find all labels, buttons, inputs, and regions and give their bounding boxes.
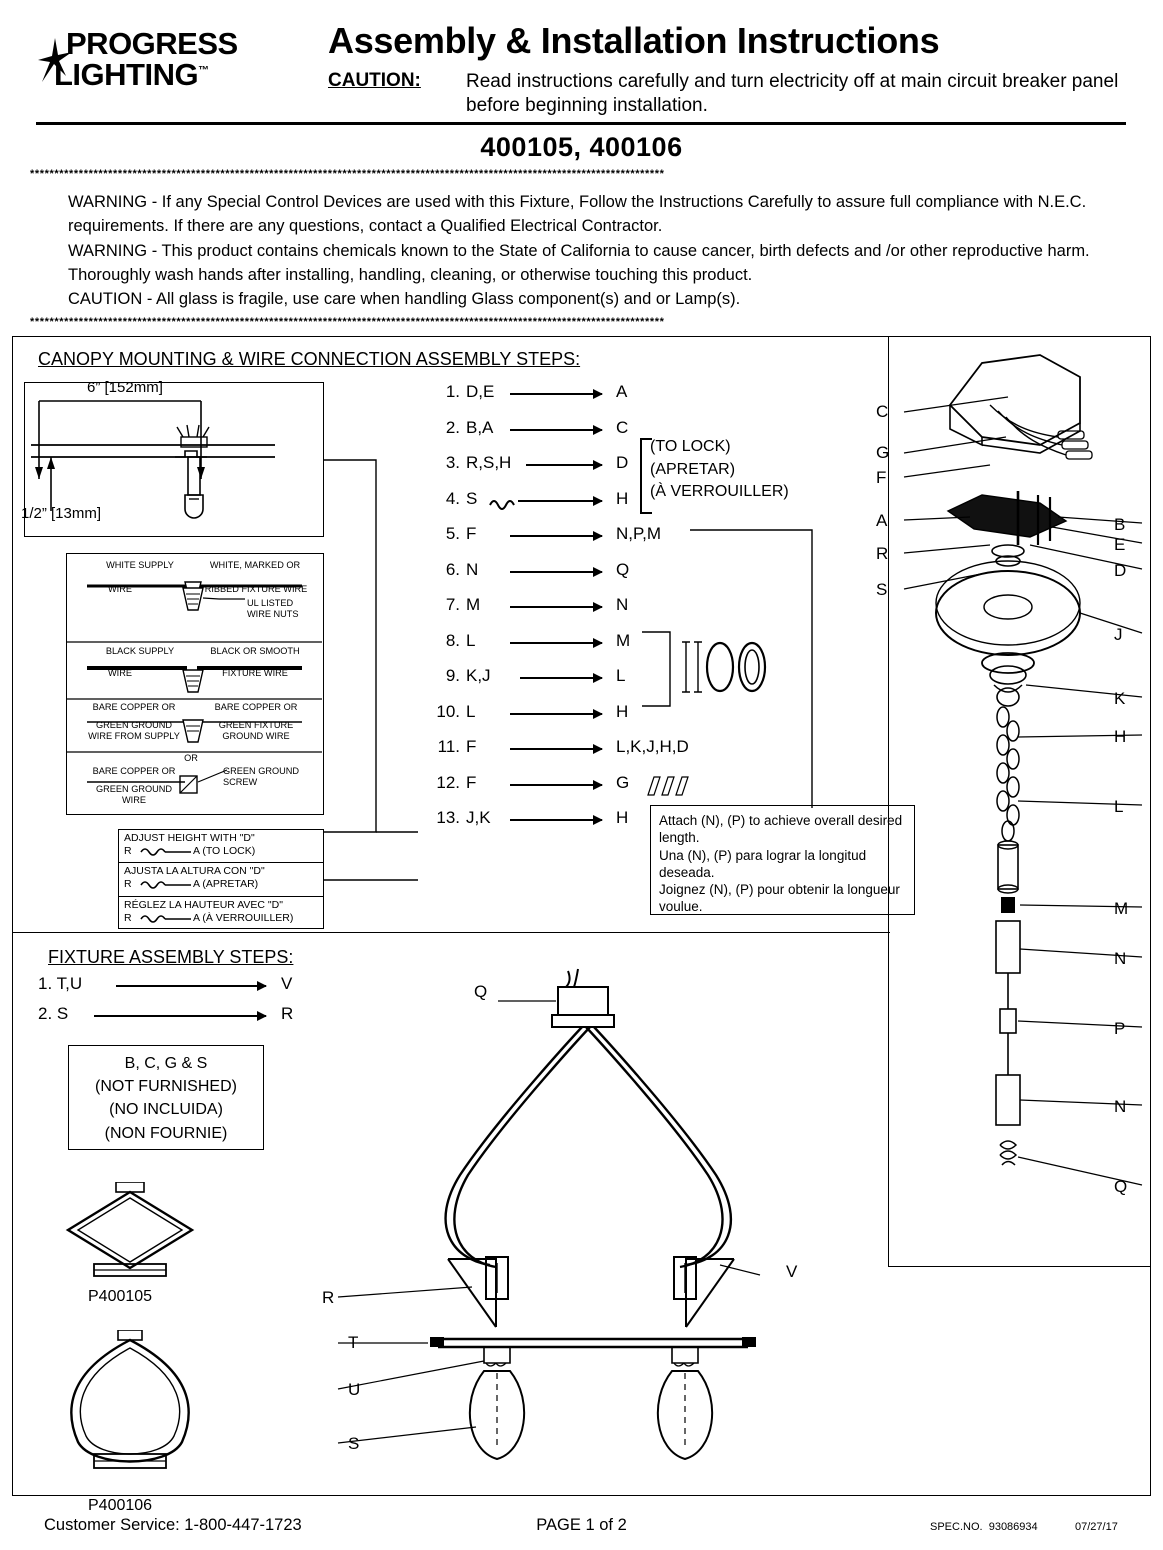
diagram-divider-bottom xyxy=(888,1266,1151,1267)
adjust-title-en: ADJUST HEIGHT WITH "D" xyxy=(124,832,255,844)
page-title: Assembly & Installation Instructions xyxy=(328,20,940,61)
step-from: K,J xyxy=(466,666,491,685)
model-caption-400106: P400106 xyxy=(88,1497,153,1514)
attach-note-es: Una (N), (P) para lograr la longitud deseada. xyxy=(659,847,867,880)
section-divider xyxy=(12,932,890,933)
callout-F: F xyxy=(876,468,887,487)
label-wire-nuts: WIRE NUTS xyxy=(247,609,299,619)
model-caption-400105: P400105 xyxy=(88,1288,153,1305)
brand-name-bottom: LIGHTING xyxy=(54,57,199,92)
lock-note-fr: (À VERROUILLER) xyxy=(650,483,789,501)
step-to: A xyxy=(616,382,628,401)
adjust-height-row-fr xyxy=(119,897,323,930)
callout-J: J xyxy=(1114,625,1123,644)
attach-note-fr: Joignez (N), (P) pour obtenir la longueur voulue. xyxy=(659,882,900,915)
callout-K: K xyxy=(1114,689,1126,708)
step-from: F xyxy=(466,524,477,543)
fixture-step-to: V xyxy=(281,974,293,993)
model-400106-drawing xyxy=(58,1330,228,1490)
label-white-supply: WHITE SUPPLY xyxy=(106,560,174,570)
label-green-ground-bottom-2: WIRE xyxy=(122,795,146,805)
screws-icon xyxy=(644,775,694,797)
spring-icon xyxy=(139,913,193,925)
not-furnished-es: (NO INCLUIDA) xyxy=(109,1101,223,1119)
brand-name-top: PROGRESS xyxy=(66,26,238,61)
step-number: 13. xyxy=(436,808,460,827)
step-number: 8. xyxy=(445,630,460,650)
step-to: N,P,M xyxy=(616,524,662,543)
step-from: F xyxy=(466,772,477,792)
step-to: Q xyxy=(616,559,630,579)
step-row xyxy=(418,382,698,418)
callout-fixture-S: S xyxy=(348,1434,360,1453)
step-number: 1. xyxy=(445,382,460,401)
adjust-left-es: R xyxy=(124,878,132,891)
revision-date: 07/27/17 xyxy=(1075,1521,1118,1533)
step-to: N xyxy=(616,595,629,614)
warning-line-3: CAUTION - All glass is fragile, use care when handling Glass component(s) and or Lamp(s). xyxy=(68,290,741,308)
spring-icon xyxy=(139,879,193,891)
label-ribbed-fixture-wire: RIBBED FIXTURE WIRE xyxy=(204,584,308,594)
step-to: L,K,J,H,D xyxy=(616,737,689,756)
lock-note-es: (APRETAR) xyxy=(650,460,736,478)
step-from: D,E xyxy=(466,382,495,401)
progress-lighting-logo xyxy=(36,28,306,90)
page-header xyxy=(36,14,1126,119)
callout-R: R xyxy=(876,544,889,563)
caution-label: CAUTION: xyxy=(328,70,421,91)
label-fixture-wire: FIXTURE WIRE xyxy=(222,668,288,678)
step-row xyxy=(418,560,698,596)
step-number: 5. xyxy=(445,524,460,543)
spring-icon xyxy=(139,846,193,858)
label-green-ground-bottom-1: GREEN GROUND xyxy=(95,784,173,794)
canopy-section-title: CANOPY MOUNTING & WIRE CONNECTION ASSEMBLY STEPS: xyxy=(38,349,581,369)
callout-E: E xyxy=(1114,535,1126,554)
adjust-height-row-en xyxy=(119,830,323,863)
spec-number xyxy=(930,1521,1038,1533)
step-to: C xyxy=(616,417,629,437)
callout-N-2: N xyxy=(1114,1097,1127,1116)
callout-B: B xyxy=(1114,515,1126,534)
canopy-dimension-diagram xyxy=(21,379,324,537)
not-furnished-fr: (NON FOURNIE) xyxy=(104,1124,228,1142)
not-furnished-codes: B, C, G & S xyxy=(124,1055,208,1072)
warning-line-2: WARNING - This product contains chemicals known to the State of California to cause cancer, birth defects and /or other reproductive harm. Thoroughly wash hands after installing, handling, cleaning, or otherwise touching this product. xyxy=(68,241,1090,284)
attach-note-en: Attach (N), (P) to achieve overall desired length. xyxy=(659,813,903,846)
step-number: 6. xyxy=(445,559,460,579)
fixture-assembly-drawing xyxy=(300,965,860,1485)
customer-service-text: Customer Service: 1-800-447-1723 xyxy=(44,1516,302,1534)
label-or: OR xyxy=(184,753,198,763)
fixture-step-to: R xyxy=(281,1004,294,1023)
callout-A: A xyxy=(876,511,888,530)
connector-lines xyxy=(320,380,430,940)
canopy-exploded-diagram xyxy=(890,345,1152,1245)
label-bare-copper-right: BARE COPPER OR xyxy=(214,702,298,712)
wire-connection-diagram xyxy=(66,553,324,815)
attach-connector xyxy=(690,526,820,808)
step-from: B,A xyxy=(466,417,494,437)
page-number: PAGE 1 of 2 xyxy=(536,1516,627,1534)
step-from: N xyxy=(466,559,479,579)
fixture-step-row xyxy=(38,1004,338,1034)
step-number: 2. xyxy=(445,417,460,437)
label-black-supply: BLACK SUPPLY xyxy=(105,646,175,656)
step-row xyxy=(418,773,698,809)
fixture-step-from: 1. T,U xyxy=(38,974,83,993)
adjust-right-es: A (APRETAR) xyxy=(193,878,259,891)
star-icon xyxy=(38,38,72,82)
label-ul-listed: UL LISTED xyxy=(247,598,294,608)
label-green-ground-left-1: GREEN GROUND xyxy=(95,720,173,730)
adjust-right-fr: A (À VERROUILLER) xyxy=(193,911,294,924)
step-from: R,S,H xyxy=(466,453,512,472)
callout-P: P xyxy=(1114,1019,1126,1038)
label-green-ground-screw-1: GREEN GROUND xyxy=(223,766,300,776)
not-furnished-box xyxy=(68,1045,264,1150)
step-from: L xyxy=(466,701,476,721)
step-to: H xyxy=(616,488,629,508)
step-row xyxy=(418,524,698,560)
star-divider-top: ********************************************************************************************************************************** xyxy=(30,168,665,180)
not-furnished-en: (NOT FURNISHED) xyxy=(95,1078,237,1096)
step-from: F xyxy=(466,737,477,756)
step-number: 11. xyxy=(437,737,460,756)
step-number: 10. xyxy=(436,701,460,721)
label-green-fixture-2: GROUND WIRE xyxy=(222,731,290,741)
callout-L: L xyxy=(1114,797,1124,816)
spec-label: SPEC.NO. xyxy=(930,1521,983,1533)
canopy-width-label: 6” [152mm] xyxy=(87,379,163,396)
callout-D: D xyxy=(1114,561,1127,580)
fixture-step-row xyxy=(38,974,338,1004)
spec-value: 93086934 xyxy=(988,1521,1038,1533)
label-green-ground-screw-2: SCREW xyxy=(223,777,258,787)
fixture-section-title: FIXTURE ASSEMBLY STEPS: xyxy=(48,947,294,967)
callout-C: C xyxy=(876,402,889,421)
callout-fixture-R: R xyxy=(322,1288,335,1307)
adjust-title-fr: RÉGLEZ LA HAUTEUR AVEC "D" xyxy=(124,898,283,911)
callout-N: N xyxy=(1114,949,1127,968)
fixture-steps-list xyxy=(38,974,338,1034)
step-to: H xyxy=(616,701,629,721)
callout-G: G xyxy=(876,443,890,462)
canopy-height-label: 1/2” [13mm] xyxy=(21,505,102,522)
step-row xyxy=(418,737,698,773)
star-divider-bottom: ********************************************************************************************************************************** xyxy=(30,316,665,328)
callout-fixture-U: U xyxy=(348,1380,361,1399)
adjust-title-es: AJUSTA LA ALTURA CON "D" xyxy=(124,865,265,878)
step-to: D xyxy=(616,453,629,472)
adjust-height-box xyxy=(118,829,324,929)
rings-brace xyxy=(640,626,680,712)
step-from: L xyxy=(466,630,476,650)
callout-fixture-V: V xyxy=(786,1262,798,1281)
step-number: 7. xyxy=(445,595,460,614)
adjust-left-en: R xyxy=(124,845,132,857)
adjust-left-fr: R xyxy=(124,911,132,924)
label-white-wire: WIRE xyxy=(108,584,132,594)
step-number: 4. xyxy=(445,488,460,508)
callout-M: M xyxy=(1114,899,1129,918)
diagram-divider xyxy=(888,336,889,1266)
callout-fixture-T: T xyxy=(348,1333,359,1352)
step-to: L xyxy=(616,666,626,685)
fixture-step-from: 2. S xyxy=(38,1004,69,1023)
caution-text: Read instructions carefully and turn electricity off at main circuit breaker panel before beginning installation. xyxy=(466,71,1119,116)
step-to: G xyxy=(616,772,630,792)
step-from: M xyxy=(466,595,481,614)
step-number: 9. xyxy=(445,666,460,685)
model-400105-drawing xyxy=(58,1182,228,1287)
model-numbers: 400105, 400106 xyxy=(480,132,683,162)
callout-fixture-Q: Q xyxy=(474,982,488,1001)
spring-icon xyxy=(488,497,518,511)
lock-note-en: (TO LOCK) xyxy=(650,438,731,455)
trademark-symbol: ™ xyxy=(198,64,209,77)
label-bare-copper-bottom: BARE COPPER OR xyxy=(92,766,176,776)
step-from: J,K xyxy=(466,808,491,827)
callout-H: H xyxy=(1114,727,1127,746)
label-green-fixture-1: GREEN FIXTURE xyxy=(218,720,294,730)
label-black-or-smooth: BLACK OR SMOOTH xyxy=(210,646,300,656)
warning-line-1: WARNING - If any Special Control Devices are used with this Fixture, Follow the Instructions Carefully to assure full compliance with N.E.C. requirements. If there are any questions, contact a Qualified Electrical Contractor. xyxy=(68,193,1087,236)
warning-block xyxy=(68,190,1128,311)
lock-note xyxy=(650,436,789,504)
label-white-marked: WHITE, MARKED OR xyxy=(209,560,301,570)
step-from: S xyxy=(466,488,478,508)
callout-Q: Q xyxy=(1114,1177,1128,1196)
label-bare-copper-left: BARE COPPER OR xyxy=(92,702,176,712)
adjust-right-en: A (TO LOCK) xyxy=(193,845,256,857)
callout-S: S xyxy=(876,580,888,599)
header-divider xyxy=(36,122,1126,125)
adjust-height-row-es xyxy=(119,863,323,896)
step-number: 3. xyxy=(445,453,460,472)
label-black-wire: WIRE xyxy=(108,668,132,678)
step-to: H xyxy=(616,808,629,827)
step-number: 12. xyxy=(436,772,460,792)
step-to: M xyxy=(616,630,631,650)
label-green-ground-left-2: WIRE FROM SUPPLY xyxy=(88,731,180,741)
attach-note-box xyxy=(650,805,915,915)
